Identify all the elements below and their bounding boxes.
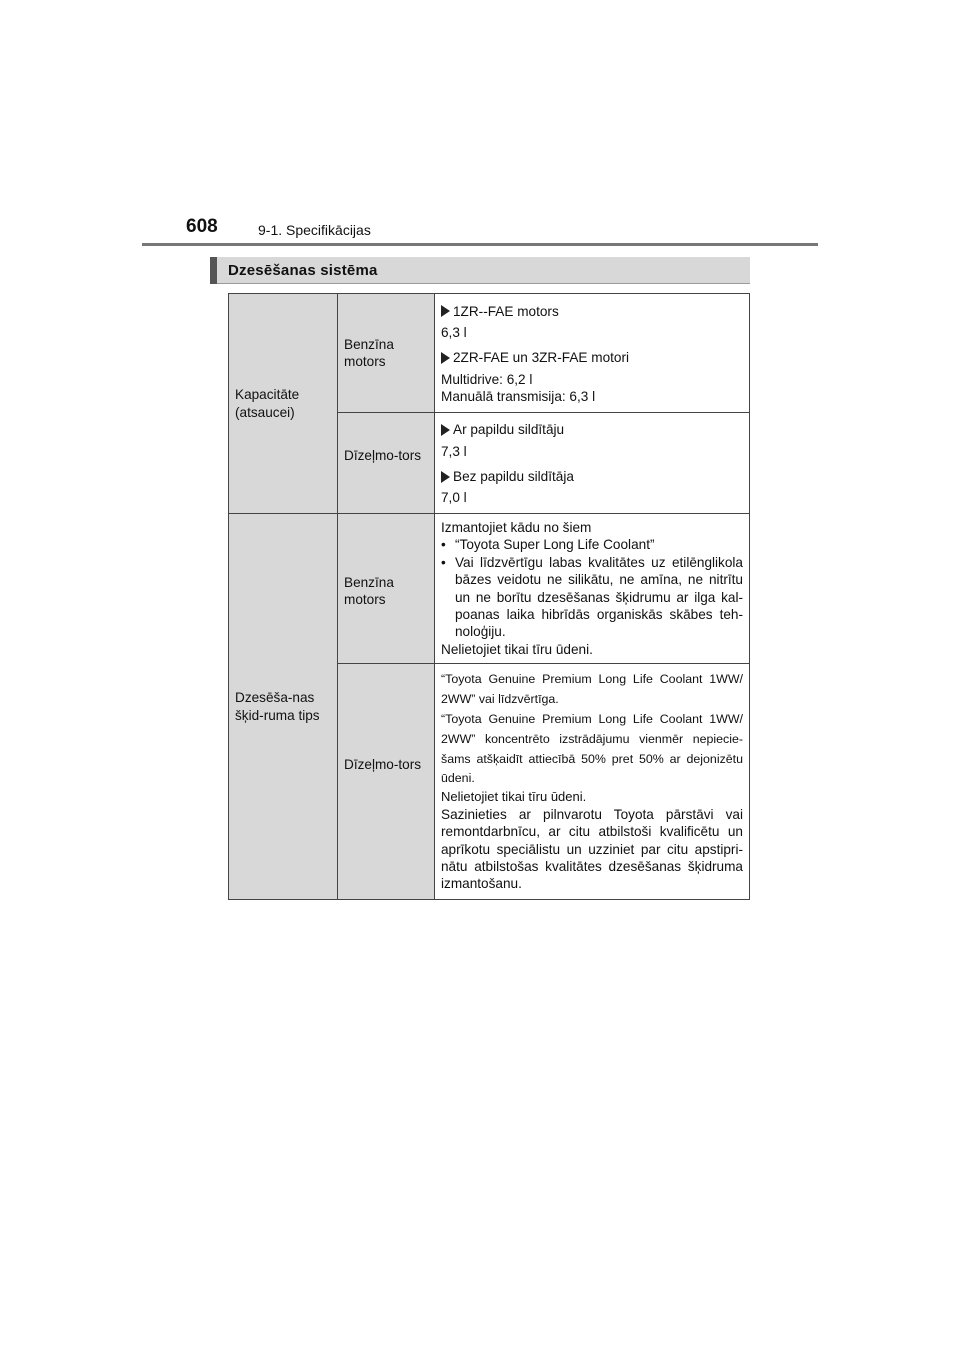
capacity-diesel-label: Dīzeļmo-tors [338, 413, 435, 514]
capacity-diesel-values [435, 413, 750, 514]
coolant-spec-table [228, 293, 750, 900]
page-number: 608 [186, 216, 218, 237]
coolant-type-label: Dzesēša-nas šķid-ruma tips [229, 514, 338, 900]
list-item: • “Toyota Super Long Life Coolant” [441, 537, 655, 553]
capacity-petrol-label: Benzīna motors [338, 294, 435, 413]
section-title: Dzesēšanas sistēma [228, 262, 378, 279]
capacity-value: Manuālā transmisija: 6,3 l [441, 389, 596, 405]
arrow-right-icon [441, 305, 450, 317]
arrow-right-icon [441, 352, 450, 364]
coolant-diesel-line: “Toyota Genuine Premium Long Life Coolant 1WW/ 2WW” koncentrēto izstrādājumu vienmēr nepiecie-šams atšķaidīt attiecībā 50% pret 50% ar dejonizētu ūdeni. [441, 711, 743, 786]
capacity-petrol-values [435, 294, 750, 413]
header-rule [142, 243, 818, 246]
section-title-bar [210, 257, 750, 284]
coolant-diesel-values [435, 664, 750, 900]
table-row [229, 514, 750, 664]
variant-label: Bez papildu sildītāja [453, 469, 574, 484]
list-item: • Vai līdzvērtīgu labas kvalitātes uz etilēnglikola bāzes veidotu ne silikātu, ne amīna, ne nitrītu un ne borītu dzesēšanas šķidrumu ar ilga kal-poanas laika hibrīdās organiskās skābes teh-noloģiju. [441, 554, 743, 640]
coolant-note: Nelietojiet tikai tīru ūdeni. [441, 789, 587, 805]
table-row [229, 294, 750, 413]
arrow-right-icon [441, 471, 450, 483]
capacity-value: 6,3 l [441, 324, 467, 340]
variant-label: Ar papildu sildītāju [453, 422, 565, 438]
capacity-value: 7,3 l [441, 443, 467, 459]
coolant-diesel-label: Dīzeļmo-tors [338, 664, 435, 900]
coolant-petrol-values [435, 514, 750, 664]
coolant-note: Nelietojiet tikai tīru ūdeni. [441, 641, 593, 657]
variant-label: 1ZR--FAE motors [453, 303, 559, 319]
capacity-label: Kapacitāte (atsaucei) [229, 294, 338, 514]
capacity-value: 7,0 l [441, 490, 467, 506]
arrow-right-icon [441, 424, 450, 436]
section-path: 9-1. Specifikācijas [258, 222, 371, 238]
variant-label: 2ZR-FAE un 3ZR-FAE motori [453, 350, 630, 366]
capacity-value: Multidrive: 6,2 l [441, 371, 533, 387]
coolant-diesel-line: “Toyota Genuine Premium Long Life Coolant 1WW/ 2WW” vai līdzvērtīga. [441, 672, 743, 707]
coolant-intro: Izmantojiet kādu no šiem [441, 519, 592, 535]
coolant-petrol-label: Benzīna motors [338, 514, 435, 664]
section-title-marker [210, 257, 217, 284]
coolant-advice: Sazinieties ar pilnvarotu Toyota pārstāvi vai remontdarbnīcu, ar citu atbilstoši kvalificētu un aprīkotu speciālistu un uzziniet par citu apstipri-nātu atbilstošas kvalitātes dzesēšanas šķidruma izmantošanu. [441, 806, 743, 892]
